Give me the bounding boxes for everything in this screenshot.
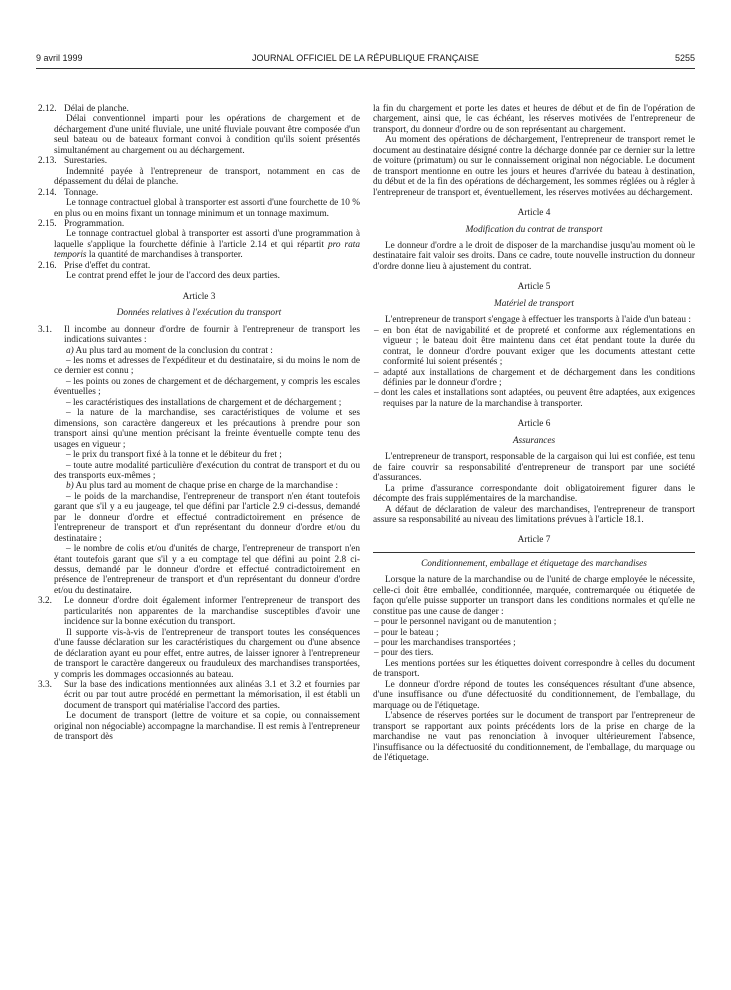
paragraph-text: Au moment des opérations de déchargement, l'entrepreneur de transport remet le document au destinataire désigné contre la décharge donnée par ce dernier sur la lettre de voiture (primatum) ou sur le connaissement original non négociable. Le document de transport mentionne en outre les jours et heures d'arrivée du bateau à destination, du début et de la fin des opérations de déchargement, les sommes réglées ou à régler à l'entrepreneur de transport et, éventuellement, les réserves motivées au déchargement. bbox=[373, 135, 695, 198]
paragraph-text: Le donneur d'ordre doit également informer l'entrepreneur de transport des particularités non apparentes de la marchandise susceptibles d'avoir une incidence sur la bonne exécution du transport. bbox=[64, 596, 360, 628]
article-5-heading: Article 5 bbox=[517, 282, 551, 293]
paragraph-text: L'entrepreneur de transport s'engage à effectuer les transports à l'aide d'un bateau : bbox=[385, 315, 691, 326]
item-text bbox=[38, 229, 360, 260]
left-column bbox=[38, 104, 360, 743]
paragraph-text: L'absence de réserves portées sur le document de transport par l'entrepreneur de transport se rapportant aux points précédents lors de la prise en charge de la marchandise ne vaut pas renonciation à invoquer ultérieurement l'absence, l'insuffisance ou la défectuosité du conditionnement, de l'emballage, du marquage ou de l'étiquetage. bbox=[373, 711, 695, 764]
article-4-heading: Article 4 bbox=[517, 208, 551, 219]
item-text-b: la quantité de marchandises à transporter. bbox=[86, 250, 243, 261]
dash-item: – dont les cales et installations sont adaptées, ou peuvent être adaptées, aux exigences requises par la nature de la marchandise à transporter. bbox=[374, 388, 695, 409]
item-number: 3.1. bbox=[38, 324, 52, 335]
paragraph-3-3 bbox=[38, 680, 360, 711]
sub-text: Au plus tard au moment de la conclusion du contrat : bbox=[73, 345, 273, 356]
item-number: 2.13. bbox=[38, 156, 57, 167]
article-4-title: Modification du contrat de transport bbox=[465, 224, 603, 235]
sub-label: b) bbox=[66, 481, 74, 492]
paragraph-text: Le document de transport (lettre de voiture et sa copie, ou connaissement original non négociable) accompagne la marchandise. Il est remis à l'entrepreneur de transport dès bbox=[54, 711, 360, 743]
paragraph-3-1 bbox=[38, 325, 360, 346]
journal-title: JOURNAL OFFICIEL DE LA RÉPUBLIQUE FRANÇAISE bbox=[252, 53, 479, 63]
definition-2-16 bbox=[38, 261, 360, 271]
dash-item: – pour le personnel navigant ou de manutention ; bbox=[374, 617, 557, 628]
paragraph-text: A défaut de déclaration de valeur des marchandises, l'entrepreneur de transport assure sa responsabilité au niveau des limitations prévues à l'article 18.1. bbox=[373, 504, 695, 525]
dash-item: – pour le bateau ; bbox=[374, 627, 439, 638]
item-title: Programmation. bbox=[64, 218, 125, 229]
definition-2-15 bbox=[38, 219, 360, 229]
paragraph-text: Il incombe au donneur d'ordre de fournir à l'entrepreneur de transport les indications suivantes : bbox=[64, 324, 360, 346]
article-6-heading: Article 6 bbox=[517, 419, 551, 430]
item-text: Le contrat prend effet le jour de l'accord des deux parties. bbox=[66, 271, 280, 282]
subparagraph-b bbox=[54, 481, 360, 491]
page-number: 5255 bbox=[674, 53, 695, 63]
paragraph-3-2 bbox=[38, 596, 360, 627]
sub-text: Au plus tard au moment de chaque prise en charge de la marchandise : bbox=[73, 481, 338, 492]
dash-item: – la nature de la marchandise, ses caractéristiques de volume et ses dimensions, son caractère dangereux et les précautions à prendre pour son transport ainsi qu'une mention précisant la freinte éventuelle compte tenu des usages en vigueur ; bbox=[54, 408, 360, 450]
dash-item: – pour des tiers. bbox=[374, 648, 434, 659]
item-title: Prise d'effet du contrat. bbox=[64, 260, 151, 271]
dash-item: – en bon état de navigabilité et de propreté et conforme aux réglementations en vigueur ; le bateau doit être maintenu dans cet état pendant toute la durée du contrat, le donneur d'ordre pouvant exiger que les documents attestant cette conformité lui soient présentés ; bbox=[374, 325, 695, 368]
item-number: 2.15. bbox=[38, 218, 57, 229]
item-text: Indemnité payée à l'entrepreneur de transport, notamment en cas de dépassement du délai de planche. bbox=[54, 166, 360, 188]
paragraph-text: L'entrepreneur de transport, responsable de la cargaison qui lui est confiée, est tenu de faire couvrir sa responsabilité d'entrepreneur de transport par une société d'assurances. bbox=[373, 452, 695, 484]
article-3-title: Données relatives à l'exécution du transport bbox=[116, 308, 282, 319]
item-text: Délai conventionnel imparti pour les opérations de chargement et de déchargement d'une unité fluviale, une unité fluviale pouvant être composée d'un seul bateau ou de bateaux formant convoi à condition qu'ils soient présentés simultanément au chargement ou au déchargement. bbox=[54, 114, 360, 156]
dash-item: – adapté aux installations de chargement et de déchargement dans les conditions définies par le donneur d'ordre ; bbox=[374, 367, 695, 388]
article-7-title: Conditionnement, emballage et étiquetage des marchandises bbox=[421, 558, 647, 569]
right-column bbox=[373, 104, 695, 763]
dash-item: – le nombre de colis et/ou d'unités de charge, l'entrepreneur de transport n'en étant toutefois garant que s'il y a eu comptage tel que défini au point 2.8 ci-dessus, demandé par le donneur d'ordre et effectué contradictoirement en présence de l'entrepreneur de transport et d'un représentant du donneur d'ordre et/ou du destinataire. bbox=[54, 544, 360, 596]
item-number: 2.12. bbox=[38, 104, 57, 114]
dash-item: – le prix du transport fixé à la tonne et le débiteur du fret ; bbox=[66, 450, 282, 461]
paragraph-text: La prime d'assurance correspondante doit obligatoirement figurer dans le décompte des frais supplémentaires de la marchandise. bbox=[373, 483, 695, 505]
item-number: 2.16. bbox=[38, 260, 57, 271]
dash-item: – les noms et adresses de l'expéditeur et du destinataire, si du moins le nom de ce dernier est connu ; bbox=[54, 355, 360, 377]
subparagraph-a bbox=[54, 346, 360, 356]
paragraph-text: Sur la base des indications mentionnées aux alinéas 3.1 et 3.2 et fournies par écrit ou par tout autre procédé en permettant la mémorisation, il est établi un document de transport qui matérialise l'accord des parties. bbox=[64, 680, 360, 711]
item-text-a: Le tonnage contractuel global à transporter est assorti d'une programmation à laquelle s'applique la fourchette définie à l'article 2.14 et qui répartit bbox=[54, 229, 360, 250]
article-5-title: Matériel de transport bbox=[493, 298, 575, 309]
page-header bbox=[36, 53, 695, 67]
item-number: 3.3. bbox=[38, 680, 52, 691]
definition-2-13 bbox=[38, 156, 360, 166]
article-6-title: Assurances bbox=[512, 435, 556, 446]
dash-item: – toute autre modalité particulière d'exécution du contrat de transport et du ou des transports eux-mêmes ; bbox=[54, 460, 360, 481]
item-title: Surestaries. bbox=[64, 156, 108, 167]
item-text-italic: pro rata temporis bbox=[54, 239, 360, 261]
paragraph-text: Le donneur d'ordre a le droit de disposer de la marchandise jusqu'au moment où le destinataire fait valoir ses droits. Dans ce cadre, toute nouvelle instruction du donneur d'ordre donne lieu à ajustement du contrat. bbox=[373, 240, 695, 272]
paragraph-text: Lorsque la nature de la marchandise ou de l'unité de charge employée le nécessite, celle-ci doit être emballée, conditionnée, marquée, contremarquée ou étiquetée de façon qu'elle puisse supporter un transport dans les conditions normales et qu'elle ne constitue pas une cause de danger : bbox=[373, 575, 695, 617]
definition-2-14 bbox=[38, 188, 360, 198]
sub-label: a) bbox=[66, 345, 74, 356]
paragraph-text: Les mentions portées sur les étiquettes doivent correspondre à celles du document de transport. bbox=[373, 658, 695, 680]
paragraph-text: Il supporte vis-à-vis de l'entrepreneur de transport toutes les conséquences d'une fausse déclaration sur les caractéristiques du chargement ou d'une absence de déclaration ayant eu pour effet, entre autres, de laisser ignorer à l'entrepreneur de transport le caractère dangereux ou frauduleux des marchandises transportées, y compris les dommages occasionnés au bateau. bbox=[54, 627, 360, 680]
article-3-heading: Article 3 bbox=[182, 291, 216, 302]
item-number: 2.14. bbox=[38, 187, 57, 198]
dash-item: – le poids de la marchandise, l'entrepreneur de transport n'en étant toutefois garant que s'il y a eu jaugeage, tel que défini par l'article 2.9 ci-dessus, demandé par le donneur d'ordre et effectué contradictoirement en présence de l'entrepreneur de transport et d'un représentant du donneur d'ordre et/ou du destinataire ; bbox=[54, 491, 360, 544]
dash-item: – pour les marchandises transportées ; bbox=[374, 638, 516, 649]
dash-item: – les caractéristiques des installations de chargement et de déchargement ; bbox=[66, 397, 342, 408]
item-text: Le tonnage contractuel global à transporter est assorti d'une fourchette de 10 % en plus ou en moins fixant un tonnage minimum et un tonnage maximum. bbox=[54, 198, 360, 219]
paragraph-text: Le donneur d'ordre répond de toutes les conséquences résultant d'une absence, d'une insuffisance ou d'une défectuosité du conditionnement, de l'emballage, du marquage ou de l'étiquetage. bbox=[373, 679, 695, 711]
item-title: Délai de planche. bbox=[64, 104, 129, 114]
paragraph-3-1-body bbox=[38, 346, 360, 597]
item-title: Tonnage. bbox=[64, 187, 99, 198]
dash-item: – les points ou zones de chargement et de déchargement, y compris les escales éventuelles ; bbox=[54, 376, 360, 398]
article-7-heading: Article 7 bbox=[517, 535, 551, 546]
definition-2-12 bbox=[38, 104, 360, 114]
section-rule bbox=[373, 552, 695, 553]
continued-text: la fin du chargement et porte les dates et heures de début et de fin de l'opération de chargement, ainsi que, le cas échéant, les réserves motivées de l'entrepreneur de transport, du donneur d'ordre ou de son représentant au chargement. bbox=[373, 104, 695, 135]
issue-date: 9 avril 1999 bbox=[36, 53, 83, 63]
item-number: 3.2. bbox=[38, 596, 52, 607]
header-rule bbox=[36, 68, 695, 69]
